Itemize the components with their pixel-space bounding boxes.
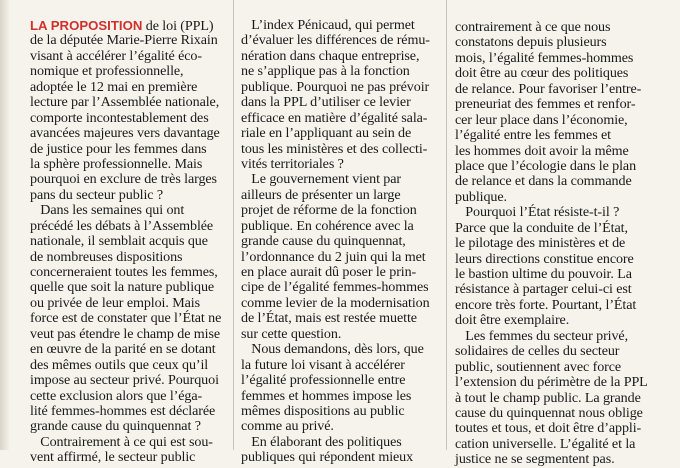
- text-line: résistance à partager celui-ci est: [455, 281, 632, 298]
- text-line: En élaborant des politiques: [241, 433, 402, 450]
- text-line: Nous demandons, dès lors, que: [241, 341, 424, 358]
- article-column-2: [241, 18, 437, 466]
- text-line: le pilotage des ministères et de: [455, 235, 626, 252]
- text-line: vités territoriales ?: [241, 155, 344, 172]
- text-line: publique. Pourquoi ne pas prévoir: [241, 78, 430, 95]
- text-line: précédé les débats à l’Assemblée: [30, 217, 214, 234]
- text-line: Dans les semaines qui ont: [30, 202, 185, 219]
- text-line: impose au secteur privé. Pourquoi: [30, 372, 219, 389]
- lead-in-text: LA PROPOSITION: [30, 18, 143, 33]
- text-line: le bastion ultime du pouvoir. La: [455, 266, 632, 282]
- text-line: doit être au cœur des politiques: [455, 65, 629, 82]
- column-divider: [446, 0, 447, 450]
- text-line: lecture par l’Assemblée nationale,: [30, 94, 220, 111]
- text-line: ne s’applique pas à la fonction: [241, 63, 410, 80]
- text-line: solidaires de celles du secteur: [455, 343, 620, 360]
- text-line: de justice pour les femmes dans: [30, 140, 207, 157]
- text-line: leurs directions constitue encore: [455, 250, 634, 267]
- text-line: publique. En cohérence avec la: [241, 217, 414, 234]
- text-line: cation universelle. L’égalité et la: [455, 435, 636, 452]
- text-line: projet de réforme de la fonction: [241, 202, 417, 219]
- text-line: cette exclusion alors que l’éga-: [30, 387, 203, 404]
- text-line: la sphère professionnelle. Mais: [30, 155, 203, 172]
- text-line: de relance. Pour favoriser l’entre-: [455, 80, 642, 97]
- text-segment: de loi (PPL): [142, 18, 214, 34]
- text-line: encore très forte. Pourtant, l’État: [455, 296, 637, 313]
- text-line: grande cause du quinquennat,: [241, 233, 406, 250]
- article-column-3: [455, 20, 651, 468]
- text-line: des mêmes outils que ceux qu’il: [30, 356, 209, 373]
- text-line: comme levier de la modernisation: [241, 294, 430, 311]
- text-line: concerneraient toutes les femmes,: [30, 264, 218, 280]
- text-line: public, soutiennent avec force: [455, 358, 622, 375]
- text-line: tous les ministères et des collecti-: [241, 140, 428, 157]
- text-line: comme au privé.: [241, 418, 334, 435]
- text-line: toutes et tous, et doit être d’appli-: [455, 420, 642, 437]
- text-line: cipe de l’égalité femmes-hommes: [241, 279, 429, 296]
- text-line: femmes et hommes impose les: [241, 387, 412, 404]
- text-line: nération dans chaque entreprise,: [241, 47, 420, 64]
- text-line: l’extension du périmètre de la PPL: [455, 374, 648, 391]
- text-line: Contrairement à ce qui est sou-: [30, 433, 213, 450]
- text-line: pans du secteur public ?: [30, 186, 164, 203]
- text-line: L’index Pénicaud, qui permet: [241, 17, 415, 33]
- text-line: ou privée de leur emploi. Mais: [30, 294, 200, 311]
- article-column-1: [30, 18, 226, 466]
- text-line: l’égalité professionnelle entre: [241, 372, 406, 389]
- text-line: publique.: [455, 188, 507, 205]
- text-line: de nombreuses dispositions: [30, 248, 183, 265]
- text-line: nomique et professionnelle,: [30, 63, 184, 80]
- text-line: adoptée le 12 mai en première: [30, 78, 198, 95]
- text-line: constatons depuis plusieurs: [455, 34, 607, 51]
- text-line: les hommes doit avoir la même: [455, 142, 629, 159]
- text-line: contrairement à ce que nous: [455, 19, 611, 35]
- text-line: avancées majeures vers davantage: [30, 125, 220, 142]
- text-line: preneuriat des femmes et renfor-: [455, 96, 636, 113]
- text-line: cause du quinquennat nous oblige: [455, 404, 643, 421]
- text-line: force est de constater que l’État ne: [30, 310, 222, 327]
- text-line: riale en l’appliquant au sein de: [241, 125, 412, 142]
- text-line: l’égalité entre les femmes et: [455, 127, 611, 144]
- text-line: Parce que la conduite de l’État,: [455, 219, 628, 236]
- text-line: vent affirmé, le secteur public: [30, 449, 196, 466]
- text-line: d’évaluer les différences de rému-: [241, 32, 430, 49]
- text-line: nationale, il semblait acquis que: [30, 233, 208, 250]
- text-line: comporte incontestablement des: [30, 109, 209, 126]
- text-line: quelle que soit la nature publique: [30, 279, 215, 296]
- text-line: en œuvre de la parité en se dotant: [30, 341, 216, 358]
- text-line: Le gouvernement vient par: [241, 171, 402, 188]
- text-line: sur cette question.: [241, 325, 342, 342]
- text-line: ailleurs de présenter un large: [241, 186, 401, 203]
- text-line: en place aurait dû poser le prin-: [241, 264, 417, 280]
- text-line: efficace en matière d’égalité sala-: [241, 109, 428, 126]
- text-line: l’ordonnance du 2 juin qui la met: [241, 248, 426, 265]
- text-line: visant à accélérer l’égalité éco-: [30, 47, 202, 64]
- text-line: mêmes dispositions au public: [241, 402, 405, 419]
- text-line: grande cause du quinquennat ?: [30, 418, 201, 435]
- text-line: veut pas étendre le champ de mise: [30, 325, 221, 342]
- text-line: dans la PPL d’utiliser ce levier: [241, 94, 411, 111]
- text-line: lité femmes-hommes est déclarée: [30, 402, 216, 419]
- text-line: de la députée Marie-Pierre Rixain: [30, 32, 218, 49]
- text-line: Pourquoi l’État résiste-t-il ?: [455, 204, 620, 221]
- text-line: doit être exemplaire.: [455, 312, 570, 329]
- text-line: mois, l’égalité femmes-hommes: [455, 49, 634, 66]
- text-line: justice ne se segmentent pas.: [455, 451, 615, 468]
- text-line: à tout le champ public. La grande: [455, 389, 641, 406]
- text-line: [30, 18, 226, 33]
- text-line: de relance et dans la commande: [455, 173, 632, 190]
- text-line: pourquoi en exclure de très larges: [30, 171, 217, 188]
- page-edge-shadow: [0, 0, 10, 450]
- text-line: cer leur place dans l’économie,: [455, 111, 628, 128]
- text-line: Les femmes du secteur privé,: [455, 327, 629, 344]
- text-line: place que l’écologie dans le plan: [455, 157, 637, 174]
- text-line: de l’État, mais est restée muette: [241, 310, 417, 327]
- text-line: la future loi visant à accélérer: [241, 356, 405, 373]
- text-line: publiques qui répondent mieux: [241, 449, 414, 466]
- column-divider: [233, 0, 234, 450]
